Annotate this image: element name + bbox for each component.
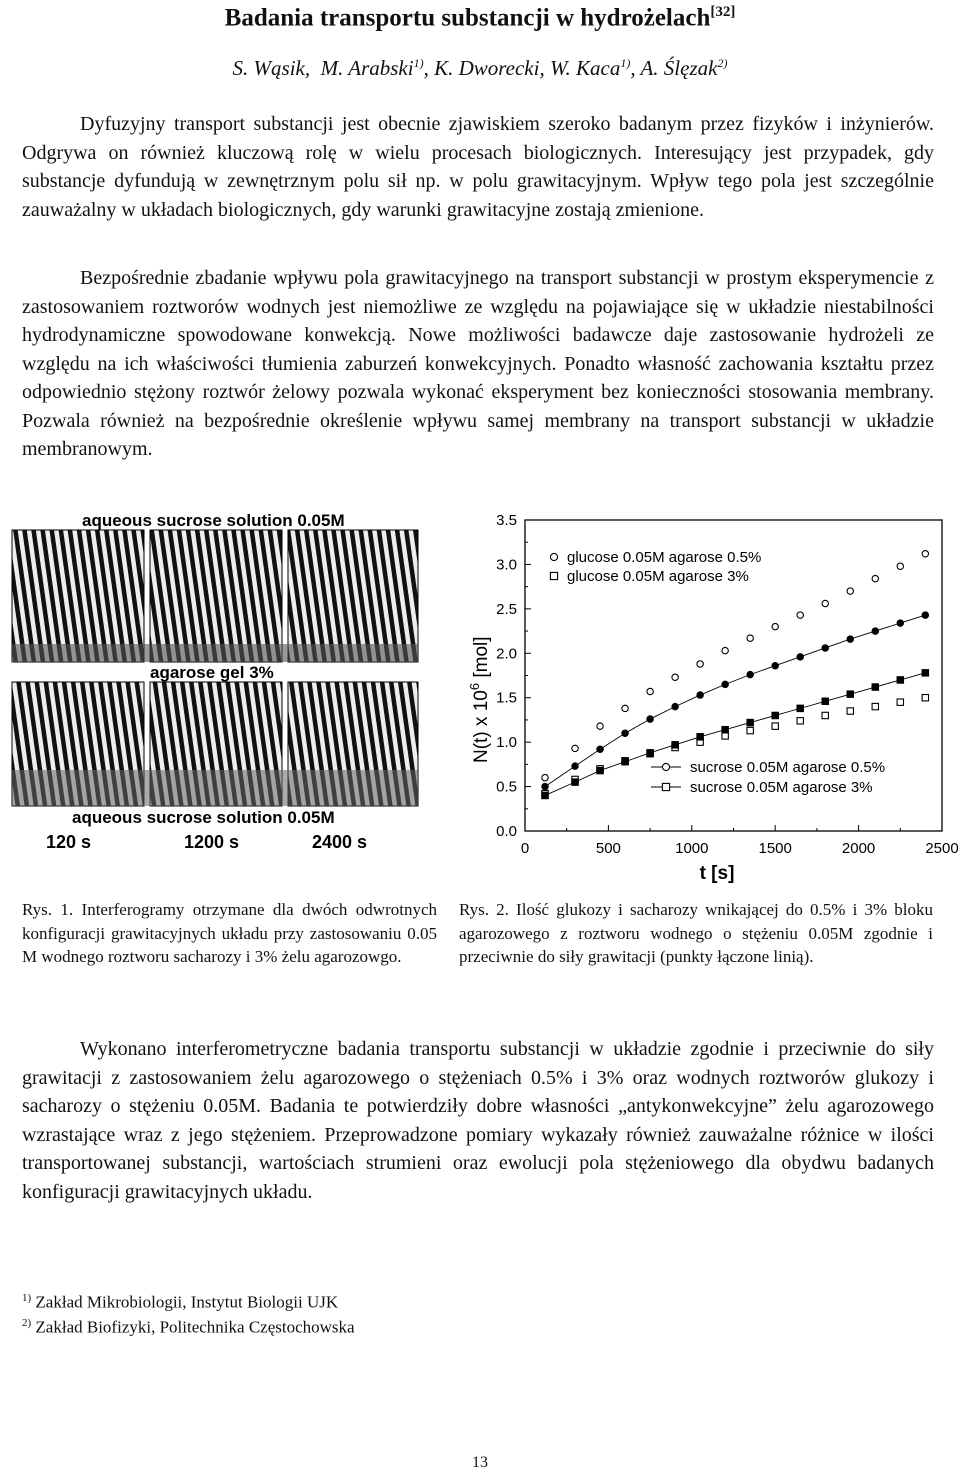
data-point (672, 674, 678, 680)
data-point (822, 698, 828, 704)
data-point (662, 783, 669, 790)
data-point (542, 792, 548, 798)
data-point (597, 723, 603, 729)
data-point (797, 612, 803, 618)
data-point (622, 705, 628, 711)
interferogram-row-bottom (12, 682, 418, 806)
data-point (542, 783, 548, 789)
footnote-1-marker: 1) (22, 1292, 32, 1304)
author-3-affiliation: 1) (620, 56, 631, 70)
data-point (597, 746, 603, 752)
data-point (797, 718, 803, 724)
paragraph-intro: Dyfuzyjny transport substancji jest obecnie zjawiskiem szeroko badanym przez fizyków i inżynierów. Odgrywa on również kluczową rolę w wielu procesach biologicznych. Interesujący jest przypadek, gdy substancje dyfundują w zewnętrznym polu sił np. w polu grawitacyjnym. Wpływ tego pola jest szczególnie zauważalny w układach biologicznych, gdy warunki grawitacyjne zostają zmienione. (22, 113, 934, 221)
data-point (722, 647, 728, 653)
x-tick-label: 500 (595, 840, 621, 857)
data-point (722, 733, 728, 739)
time-label-1200: 1200 s (184, 832, 240, 852)
x-tick-label: 1000 (675, 840, 709, 857)
data-point (672, 742, 678, 748)
data-point (822, 712, 828, 718)
data-point (872, 684, 878, 690)
data-point (697, 734, 703, 740)
data-point (822, 645, 828, 651)
x-axis-label: t [s] (699, 863, 735, 884)
data-point (747, 635, 753, 641)
data-point (897, 620, 903, 626)
interferogram-top-1200s (150, 530, 282, 662)
data-point (597, 767, 603, 773)
title-reference: [32] (710, 4, 736, 20)
footnote-1 (22, 1292, 338, 1313)
data-point (872, 575, 878, 581)
data-point (722, 681, 728, 687)
y-tick-label: 0.5 (496, 778, 517, 796)
title-text: Badania transportu substancji w hydrożelach (224, 4, 711, 32)
interferogram-top-2400s (288, 530, 418, 662)
data-point (872, 703, 878, 709)
paper-title (0, 4, 960, 32)
gel-band-top (12, 644, 418, 662)
data-point (647, 750, 653, 756)
legend-label: glucose 0.05M agarose 0.5% (567, 549, 762, 566)
y-tick-label: 1.0 (496, 734, 517, 752)
diffusion-chart (455, 505, 960, 890)
data-point (747, 719, 753, 725)
data-point (847, 588, 853, 594)
data-point (797, 705, 803, 711)
y-axis-label: N(t) x $10^6$ [mol] (467, 636, 492, 763)
page-number: 13 (472, 1454, 488, 1471)
y-tick-label: 3.5 (496, 512, 517, 529)
data-point (897, 563, 903, 569)
author-2-affiliation: 1) (413, 56, 424, 70)
interferogram-top-120s (12, 530, 144, 662)
caption-figure-2: Rys. 2. Ilość glukozy i sacharozy wnikającej do 0.5% i 3% bloku agarozowego z roztworu wodnego o stężeniu 0.05M zgodnie i przeciwnie do siły grawitacji (punkty łączone linią). (459, 900, 933, 966)
data-point (647, 716, 653, 722)
data-point (922, 695, 928, 701)
y-tick-label: 3.0 (496, 556, 517, 574)
gel-band-bottom (12, 770, 418, 806)
interferogram-row-top (12, 530, 418, 662)
label-aqueous-bottom: aqueous sucrose solution 0.05M (72, 808, 335, 827)
data-point (747, 727, 753, 733)
data-point (672, 703, 678, 709)
authors-line (0, 56, 960, 81)
data-point (797, 654, 803, 660)
data-point (722, 727, 728, 733)
y-tick-label: 2.0 (496, 645, 517, 663)
data-point (922, 612, 928, 618)
caption-figure-1: Rys. 1. Interferogramy otrzymane dla dwóch odwrotnych konfiguracji grawitacyjnych układu przy zastosowaniu 0.05 M wodnego roztworu sacharozy i 3% żelu agarozowgo. (22, 900, 437, 966)
data-point (822, 600, 828, 606)
data-point (847, 708, 853, 714)
data-point (622, 730, 628, 736)
footnote-1-text: Zakład Mikrobiologii, Instytut Biologii UJK (35, 1292, 339, 1312)
data-point (847, 636, 853, 642)
data-point (550, 553, 557, 560)
data-point (747, 671, 753, 677)
data-point (847, 691, 853, 697)
series-line (545, 673, 925, 796)
data-point (897, 699, 903, 705)
author-4: , A. Ślęzak (630, 56, 718, 80)
data-point (872, 628, 878, 634)
data-point (662, 763, 669, 770)
paragraph-motivation: Bezpośrednie zbadanie wpływu pola grawitacyjnego na transport substancji w prostym eksperymencie z zastosowaniem roztworów wodnych jest niemożliwe ze względu na pojawiające się w układzie niestabilności hydrodynamiczne spowodowane konwekcją. Nowe możliwości badawcze daje zastosowanie hydrożeli ze względu na ich właściwości tłumienia zaburzeń konwekcyjnych. Ponadto własność zachowania kształtu przez odpowiednio stężony roztwór żelowy pozwala wykonać eksperyment bez konieczności stosowania membrany. Pozwala również na bezpośrednie określenie wpływu samej membrany na transport substancji w układzie membranowym. (22, 267, 934, 460)
interferogram-figure (10, 508, 420, 854)
data-point (922, 670, 928, 676)
data-point (772, 663, 778, 669)
data-point (572, 745, 578, 751)
data-point (922, 551, 928, 557)
y-tick-label: 1.5 (496, 689, 517, 707)
data-point (772, 623, 778, 629)
author-2: M. Arabski (320, 56, 414, 80)
footnote-2-marker: 2) (22, 1317, 32, 1329)
paragraph-results: Wykonano interferometryczne badania transportu substancji w układzie zgodnie i przeciwnie do siły grawitacji z zastosowaniem żelu agarozowego o stężeniach 0.5% i 3% oraz wodnych roztworów glukozy i sacharozy o stężeniu 0.05M. Badania te potwierdziły dobre własności „antykonwekcyjne” żelu agarozowego wzrastające wraz z jego stężeniem. Przeprowadzone pomiary wykazały również zauważalne różnice w ilości transportowanej substancji, wartościach strumieni oraz ewolucji pola stężeniowego dla obydwu badanych konfiguracji grawitacyjnych układu. (22, 1038, 934, 1203)
author-3: , K. Dworecki, W. Kaca (423, 56, 621, 80)
x-tick-label: 1500 (758, 840, 792, 857)
legend-label: sucrose 0.05M agarose 3% (690, 779, 873, 796)
x-tick-label: 0 (520, 840, 530, 857)
data-point (772, 723, 778, 729)
legend-label: sucrose 0.05M agarose 0.5% (690, 759, 886, 776)
x-tick-label: 2000 (841, 840, 876, 857)
label-aqueous-top: aqueous sucrose solution 0.05M (82, 511, 345, 530)
footnote-2 (22, 1317, 355, 1338)
y-tick-label: 2.5 (496, 600, 517, 618)
data-point (622, 758, 628, 764)
y-tick-label: 0.0 (496, 823, 517, 840)
data-point (647, 688, 653, 694)
data-point (550, 572, 557, 579)
label-agarose: agarose gel 3% (150, 663, 274, 682)
legend-label: glucose 0.05M agarose 3% (567, 568, 749, 585)
chart-legend (550, 549, 885, 796)
data-point (572, 763, 578, 769)
x-tick-label: 2500 (925, 840, 959, 857)
data-point (542, 774, 548, 780)
data-point (897, 677, 903, 683)
data-point (572, 779, 578, 785)
time-label-120: 120 s (46, 832, 92, 852)
author-4-affiliation: 2) (717, 56, 728, 70)
data-point (772, 712, 778, 718)
data-point (697, 661, 703, 667)
time-label-2400: 2400 s (312, 832, 368, 852)
footnote-2-text: Zakład Biofizyki, Politechnika Częstochowska (35, 1317, 355, 1337)
author-1: S. Wąsik, (232, 56, 311, 80)
data-point (697, 692, 703, 698)
